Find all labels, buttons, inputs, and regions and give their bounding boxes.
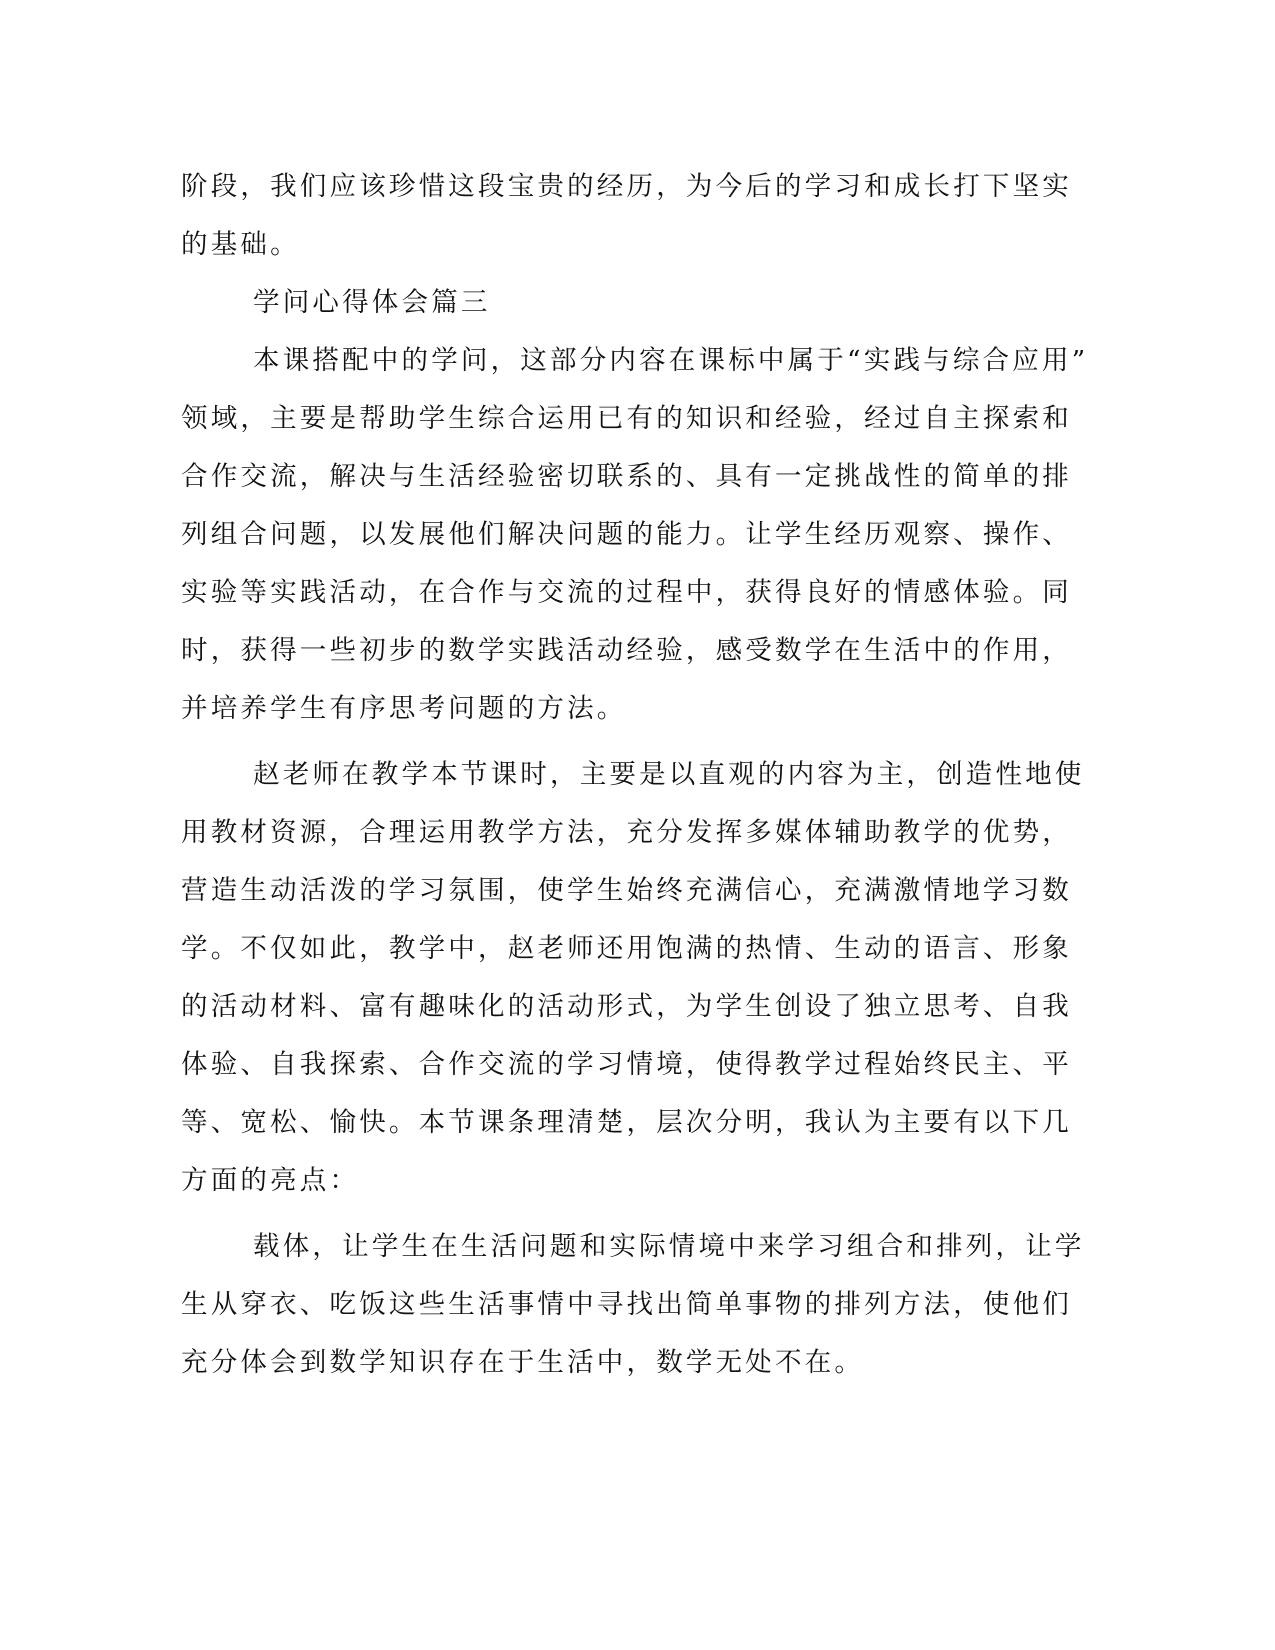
text-line: 时，获得一些初步的数学实践活动经验，感受数学在生活中的作用， [181, 635, 1072, 666]
text-line: 实验等实践活动，在合作与交流的过程中，获得良好的情感体验。同 [181, 577, 1072, 608]
document-page [181, 158, 1089, 1392]
paragraph-spacer [181, 1210, 1051, 1218]
paragraph-continuation [181, 158, 1072, 274]
paragraph [181, 746, 1085, 1210]
text-line: 列组合问题，以发展他们解决问题的能力。让学生经历观察、操作、 [181, 519, 1072, 550]
text-line: 载体，让学生在生活问题和实际情境中来学习组合和排列，让学 [253, 1231, 1085, 1262]
text-line: 充分体会到数学知识存在于生活中，数学无处不在。 [181, 1347, 865, 1378]
text-line: 并培养学生有序思考问题的方法。 [181, 693, 627, 724]
paragraph-spacer [181, 738, 1051, 746]
text-line: 的基础。 [181, 229, 300, 260]
text-line: 的活动材料、富有趣味化的活动形式，为学生创设了独立思考、自我 [181, 991, 1072, 1022]
section-heading [181, 274, 1051, 332]
text-line: 领域，主要是帮助学生综合运用已有的知识和经验，经过自主探索和 [181, 403, 1072, 434]
paragraph [181, 1218, 1085, 1392]
text-line: 营造生动活泼的学习氛围，使学生始终充满信心，充满激情地学习数 [181, 875, 1072, 906]
text-line: 用教材资源，合理运用教学方法，充分发挥多媒体辅助教学的优势， [181, 817, 1072, 848]
text-line: 等、宽松、愉快。本节课条理清楚，层次分明，我认为主要有以下几 [181, 1107, 1072, 1138]
text-line: 学。不仅如此，教学中，赵老师还用饱满的热情、生动的语言、形象 [181, 933, 1072, 964]
paragraph [181, 332, 1089, 738]
section-title: 学问心得体会篇三 [253, 287, 491, 318]
text-line: 本课搭配中的学问，这部分内容在课标中属于“实践与综合应用” [253, 345, 1089, 376]
text-line: 方面的亮点： [181, 1165, 360, 1196]
text-line: 合作交流，解决与生活经验密切联系的、具有一定挑战性的简单的排 [181, 461, 1072, 492]
text-line: 赵老师在教学本节课时，主要是以直观的内容为主，创造性地使 [253, 759, 1085, 790]
text-line: 生从穿衣、吃饭这些生活事情中寻找出简单事物的排列方法，使他们 [181, 1289, 1072, 1320]
text-line: 阶段，我们应该珍惜这段宝贵的经历，为今后的学习和成长打下坚实 [181, 171, 1072, 202]
text-line: 体验、自我探索、合作交流的学习情境，使得教学过程始终民主、平 [181, 1049, 1072, 1080]
